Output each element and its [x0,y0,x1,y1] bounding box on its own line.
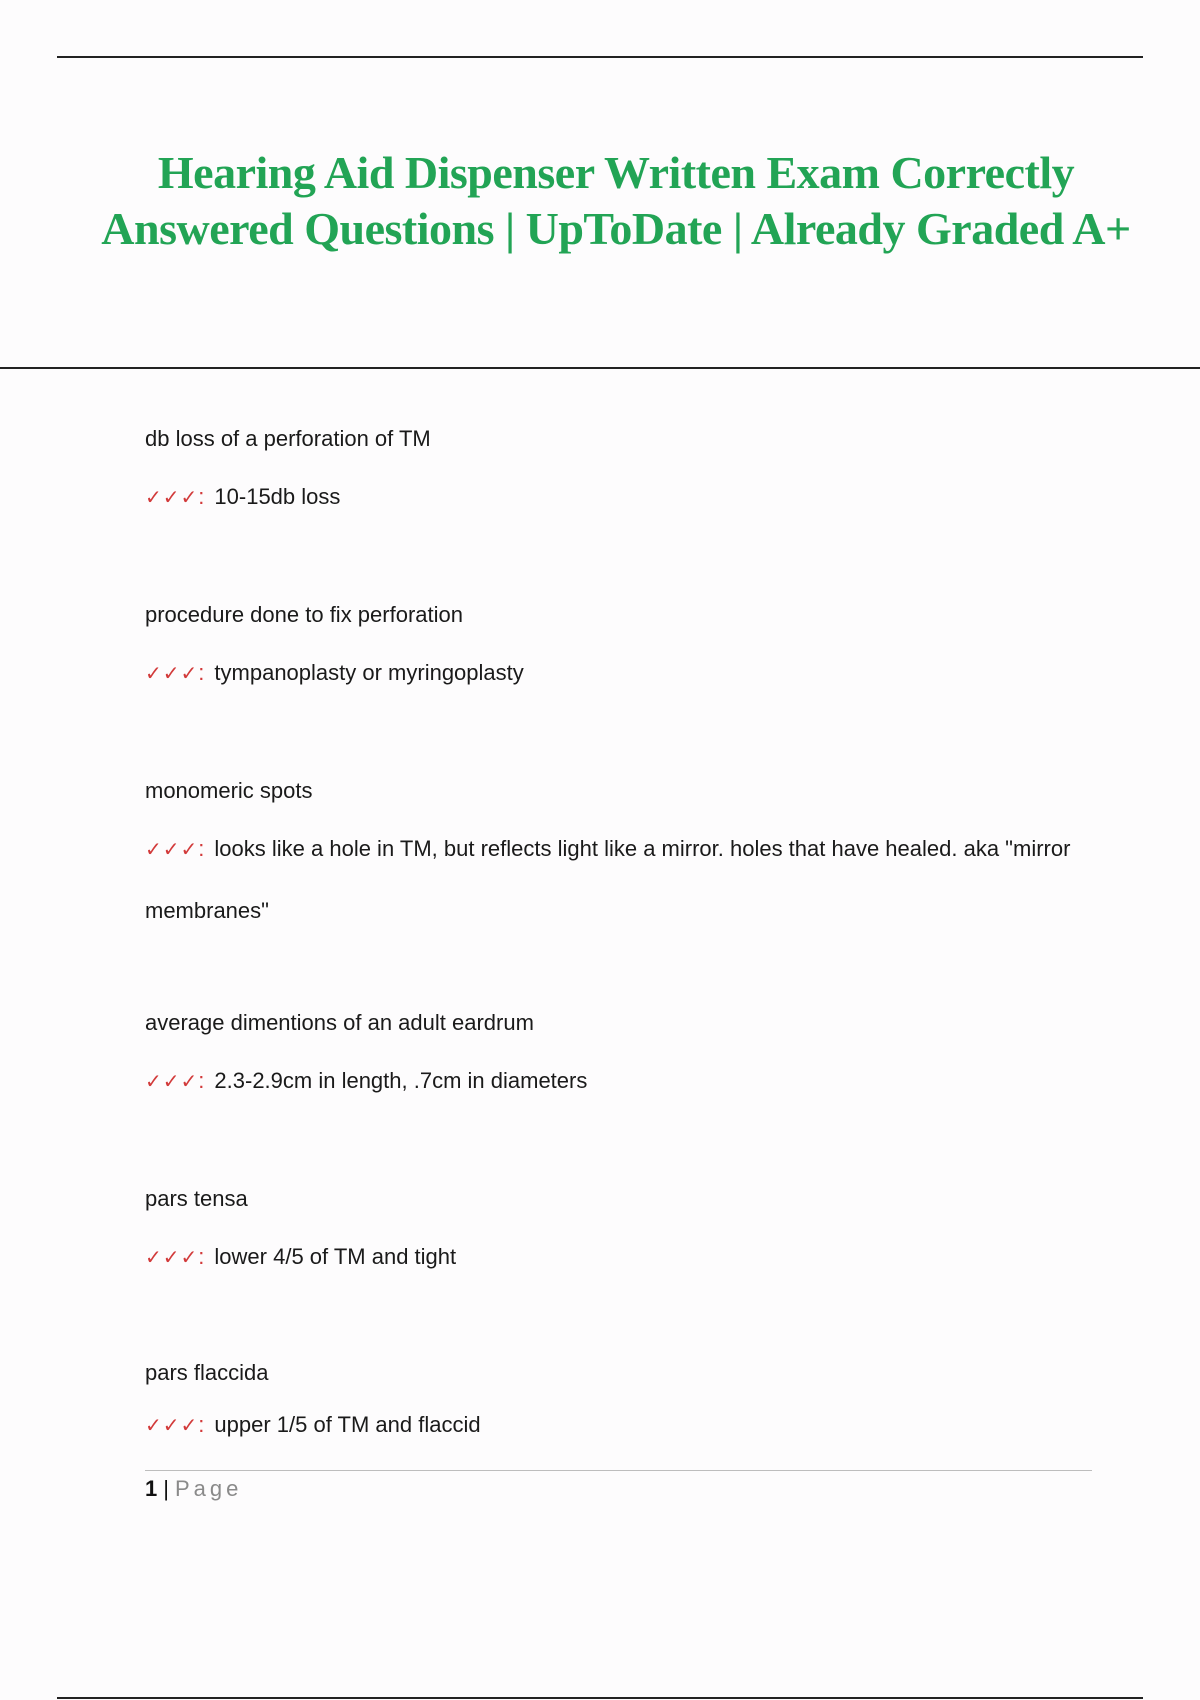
page-footer [145,1474,242,1504]
qa-item [145,600,1105,688]
check-marks-icon: ✓✓✓ [145,837,199,861]
answer-separator: : [198,484,205,509]
answer-text: looks like a hole in TM, but reflects light like a mirror. holes that have healed. aka "mirror membranes" [145,836,1071,923]
answer-line [145,658,1105,688]
page-number: 1 [145,1476,158,1501]
answer-text: upper 1/5 of TM and flaccid [214,1412,481,1437]
answer-line [145,818,1105,942]
question-text: monomeric spots [145,778,313,803]
answer-line [145,1242,1105,1272]
top-rule [57,56,1143,58]
question-text: procedure done to fix perforation [145,602,463,627]
check-marks-icon: ✓✓✓ [145,661,199,685]
qa-item [145,1358,1105,1440]
check-marks-icon: ✓✓✓ [145,485,199,509]
answer-separator: : [198,1244,205,1269]
question-text: average dimentions of an adult eardrum [145,1010,534,1035]
footer-separator: | [163,1476,169,1501]
check-marks-icon: ✓✓✓ [145,1069,199,1093]
answer-text: lower 4/5 of TM and tight [214,1244,457,1269]
answer-text: tympanoplasty or myringoplasty [214,660,524,685]
page-label: Page [174,1476,243,1501]
question-text: db loss of a perforation of TM [145,426,431,451]
document-title: Hearing Aid Dispenser Written Exam Correctly Answered Questions | UpToDate | Already Graded A+ [101,147,1131,254]
qa-item [145,776,1105,942]
check-marks-icon: ✓✓✓ [145,1245,199,1269]
answer-separator: : [198,836,205,861]
answer-separator: : [198,660,205,685]
bottom-rule [57,1697,1143,1699]
question-text: pars flaccida [145,1360,269,1385]
title-block [60,145,1172,257]
qa-item [145,1008,1105,1096]
answer-separator: : [198,1412,205,1437]
qa-item [145,1184,1105,1272]
answer-line [145,1410,1105,1440]
question-text: pars tensa [145,1186,248,1211]
footer-divider [145,1470,1092,1471]
title-divider [0,367,1200,369]
check-marks-icon: ✓✓✓ [145,1413,199,1437]
qa-item [145,424,1105,512]
answer-line [145,1066,1105,1096]
answer-separator: : [198,1068,205,1093]
answer-line [145,482,1105,512]
answer-text: 10-15db loss [214,484,341,509]
answer-text: 2.3-2.9cm in length, .7cm in diameters [214,1068,588,1093]
